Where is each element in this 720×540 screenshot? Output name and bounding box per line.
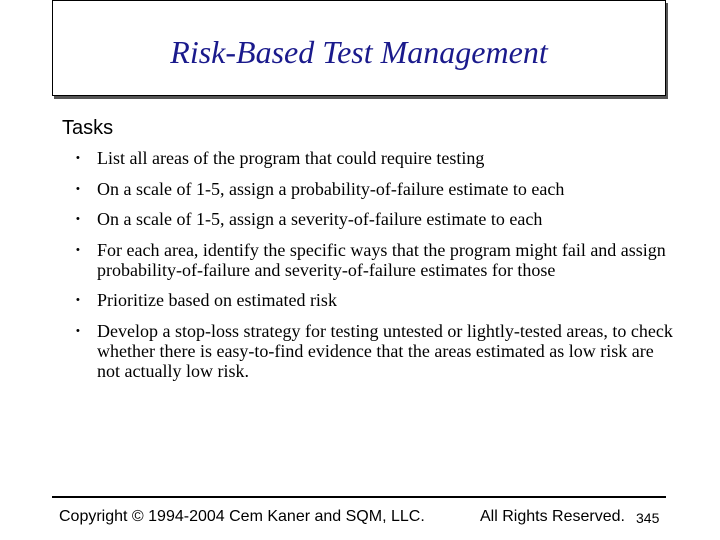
list-item	[0, 209, 700, 229]
section-heading: Tasks	[62, 117, 114, 139]
page-title: Risk-Based Test Management	[170, 33, 548, 70]
list-item-text: On a scale of 1-5, assign a severity-of-failure estimate to each	[97, 209, 543, 229]
bullet: •	[76, 294, 80, 306]
list-item	[0, 290, 700, 310]
list-item	[0, 240, 700, 280]
footer-divider	[52, 496, 666, 498]
title-box	[52, 0, 666, 96]
list-item-text: Develop a stop-loss strategy for testing untested or lightly-tested areas, to check whether there is easy-to-find evidence that the areas estimated as low risk are not actually low risk.	[97, 320, 673, 381]
page-number: 345	[636, 510, 660, 526]
bullet: •	[76, 324, 80, 337]
task-list	[0, 148, 700, 391]
list-item	[0, 148, 700, 168]
list-item-text: Prioritize based on estimated risk	[97, 290, 337, 310]
bullet: •	[76, 243, 80, 256]
list-item-text: For each area, identify the specific ways that the program might fail and assign probability-of-failure and severity-of-failure estimates for those	[97, 239, 666, 280]
bullet: •	[76, 213, 80, 225]
footer-copyright: Copyright © 1994-2004 Cem Kaner and SQM, LLC.	[59, 508, 425, 525]
bullet: •	[76, 152, 80, 164]
list-item-text: List all areas of the program that could require testing	[97, 148, 485, 168]
list-item	[0, 179, 700, 199]
footer-rights: All Rights Reserved.	[480, 508, 625, 525]
list-item-text: On a scale of 1-5, assign a probability-of-failure estimate to each	[97, 178, 565, 199]
list-item	[0, 321, 700, 381]
bullet: •	[76, 182, 80, 195]
